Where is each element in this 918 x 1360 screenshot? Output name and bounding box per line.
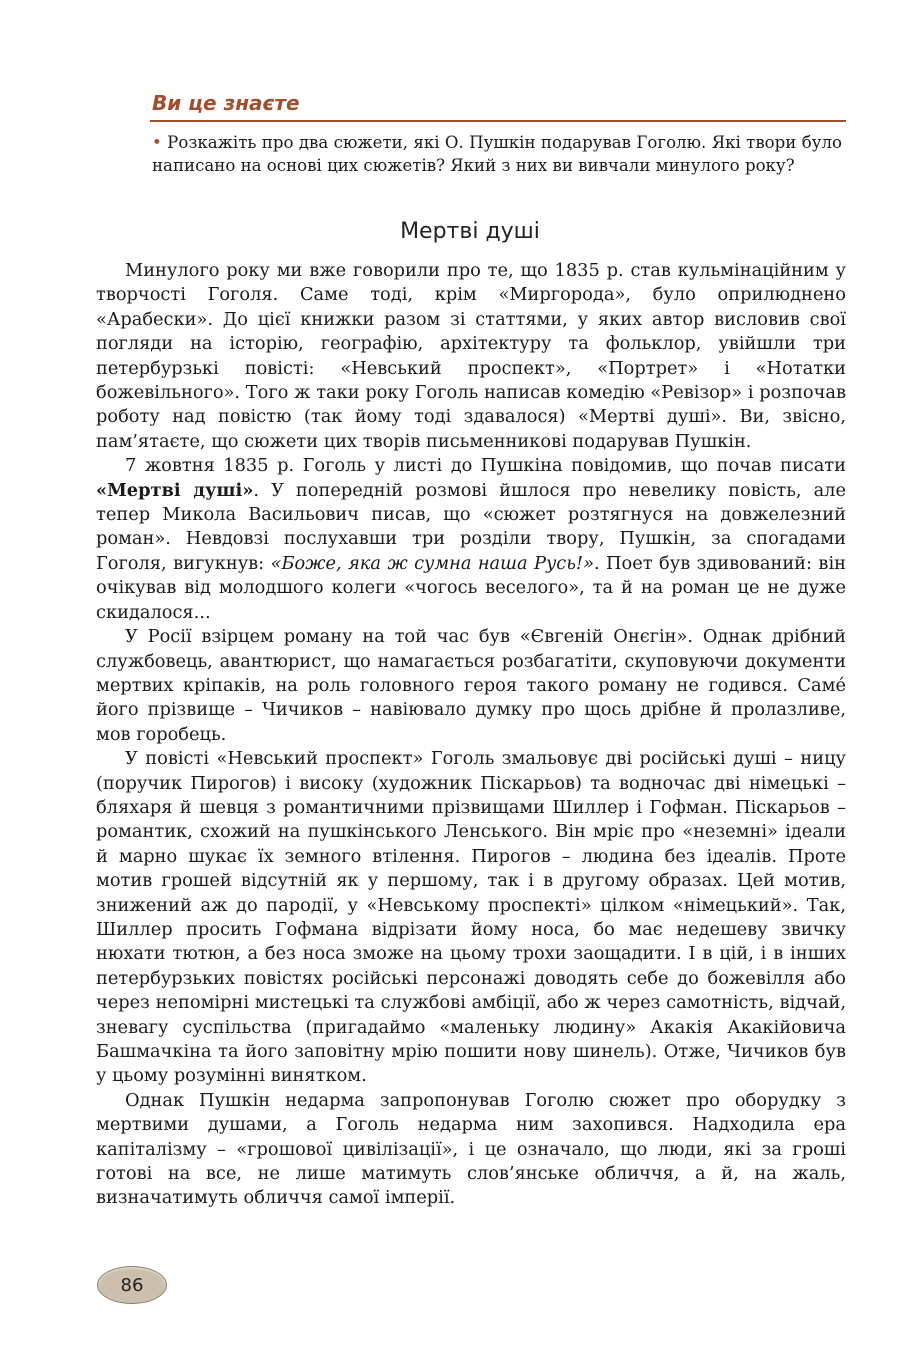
do-you-know-heading: Ви це знаєте xyxy=(152,91,300,115)
paragraph: Минулого року ми вже говорили про те, що 1835 р. став кульмінаційним у творчості Гоголя. Саме тоді, крім «Миргорода», було оприлюднено «Арабески». До цієї книжки разом зі статтями, у яких автор висловив свої погляди на історію, географію, архітектуру та фольклор, увійшли три петербурзькі повісті: «Невський проспект», «Портрет» і «Нотатки божевільного». Того ж таки року Гоголь написав комедію «Ревізор» і розпочав роботу над повістю (так йому тоді здавалося) «Мертві душі». Ви, звісно, пам’ятаєте, що сюжети цих творів письменникові подарував Пушкін. xyxy=(96,260,846,452)
heading-divider xyxy=(150,120,846,122)
paragraph: 7 жовтня 1835 р. Гоголь у листі до Пушкіна повідомив, що почав писати «Мертві душі». У попередній розмові йшлося про невелику повість, але тепер Микола Васильович писав, що «сюжет розтягнуся на довжелезний роман». Невдовзі послухавши три розділи твору, Пушкін, за спогадами Гоголя, вигукнув: «Боже, яка ж сумна наша Русь!». Поет був здивований: він очікував від молодшого колеги «чогось веселого», та й на роман це не дуже скидалося... xyxy=(96,455,846,623)
review-question-text: Розкажіть про два сюжети, які О. Пушкін подарував Гоголю. Які твори було написано на основі цих сюжетів? Який з них ви вивчали минулого року? xyxy=(152,133,842,175)
section-title: Мертві душі xyxy=(400,219,540,244)
bullet-icon: • xyxy=(152,133,162,152)
paragraph: У повісті «Невський проспект» Гоголь змальовує дві російські душі – ницу (поручик Пирогов) і високу (художник Піскарьов) та водночас дві німецькі – бляхаря й шевця з романтичними прізвищами Шиллер і Гофман. Піскарьов – романтик, схожий на пушкінського Ленського. Він мріє про «неземні» ідеали й марно шукає їх земного втілення. Пирогов – людина без ідеалів. Проте мотив грошей відсутній як у першому, так і в другому образах. Цей мотив, знижений аж до пародії, у «Невському проспекті» цілком «німецький». Так, Шиллер просить Гофмана відрізати йому носа, бо має недешеву звичку нюхати тютюн, а без носа зможе на цьому трохи заощадити. І в цій, і в інших петербурзьких повістях російські персонажі доводять себе до божевілля або через непомірні мистецькі та службові амбіції, або ж через самотність, відчай, зневагу суспільства (пригадаймо «маленьку людину» Акакія Акакійовича Башмачкіна та його заповітну мрію пошити нову шинель). Отже, Чичиков був у цьому розумінні винятком. xyxy=(96,748,846,1087)
page-number-badge: 86 xyxy=(97,1266,167,1304)
paragraph: У Росії взірцем роману на той час був «Євгеній Онєгін». Однак дрібний службовець, авантюрист, що намагається розбагатіти, скуповуючи документи мертвих кріпаків, на роль головного героя такого роману не годився. Саме́ його прізвище – Чичиков – навіювало думку про щось дрібне й пролазливе, мов горобець. xyxy=(96,626,846,745)
italic-quote: «Боже, яка ж сумна наша Русь!» xyxy=(270,552,594,574)
paragraph: Однак Пушкін недарма запропонував Гоголю сюжет про оборудку з мертвими душами, а Гоголь недарма ним захопився. Надходила ера капіталізму – «грошової цивілізації», і це означало, що люди, які за гроші готові на все, не лише матимуть слов’янське обличчя, а й, на жаль, визначатимуть обличчя самої імперії. xyxy=(96,1089,846,1209)
article-body xyxy=(96,259,846,1211)
review-question xyxy=(152,131,842,177)
bold-title: «Мертві душі» xyxy=(96,479,254,501)
